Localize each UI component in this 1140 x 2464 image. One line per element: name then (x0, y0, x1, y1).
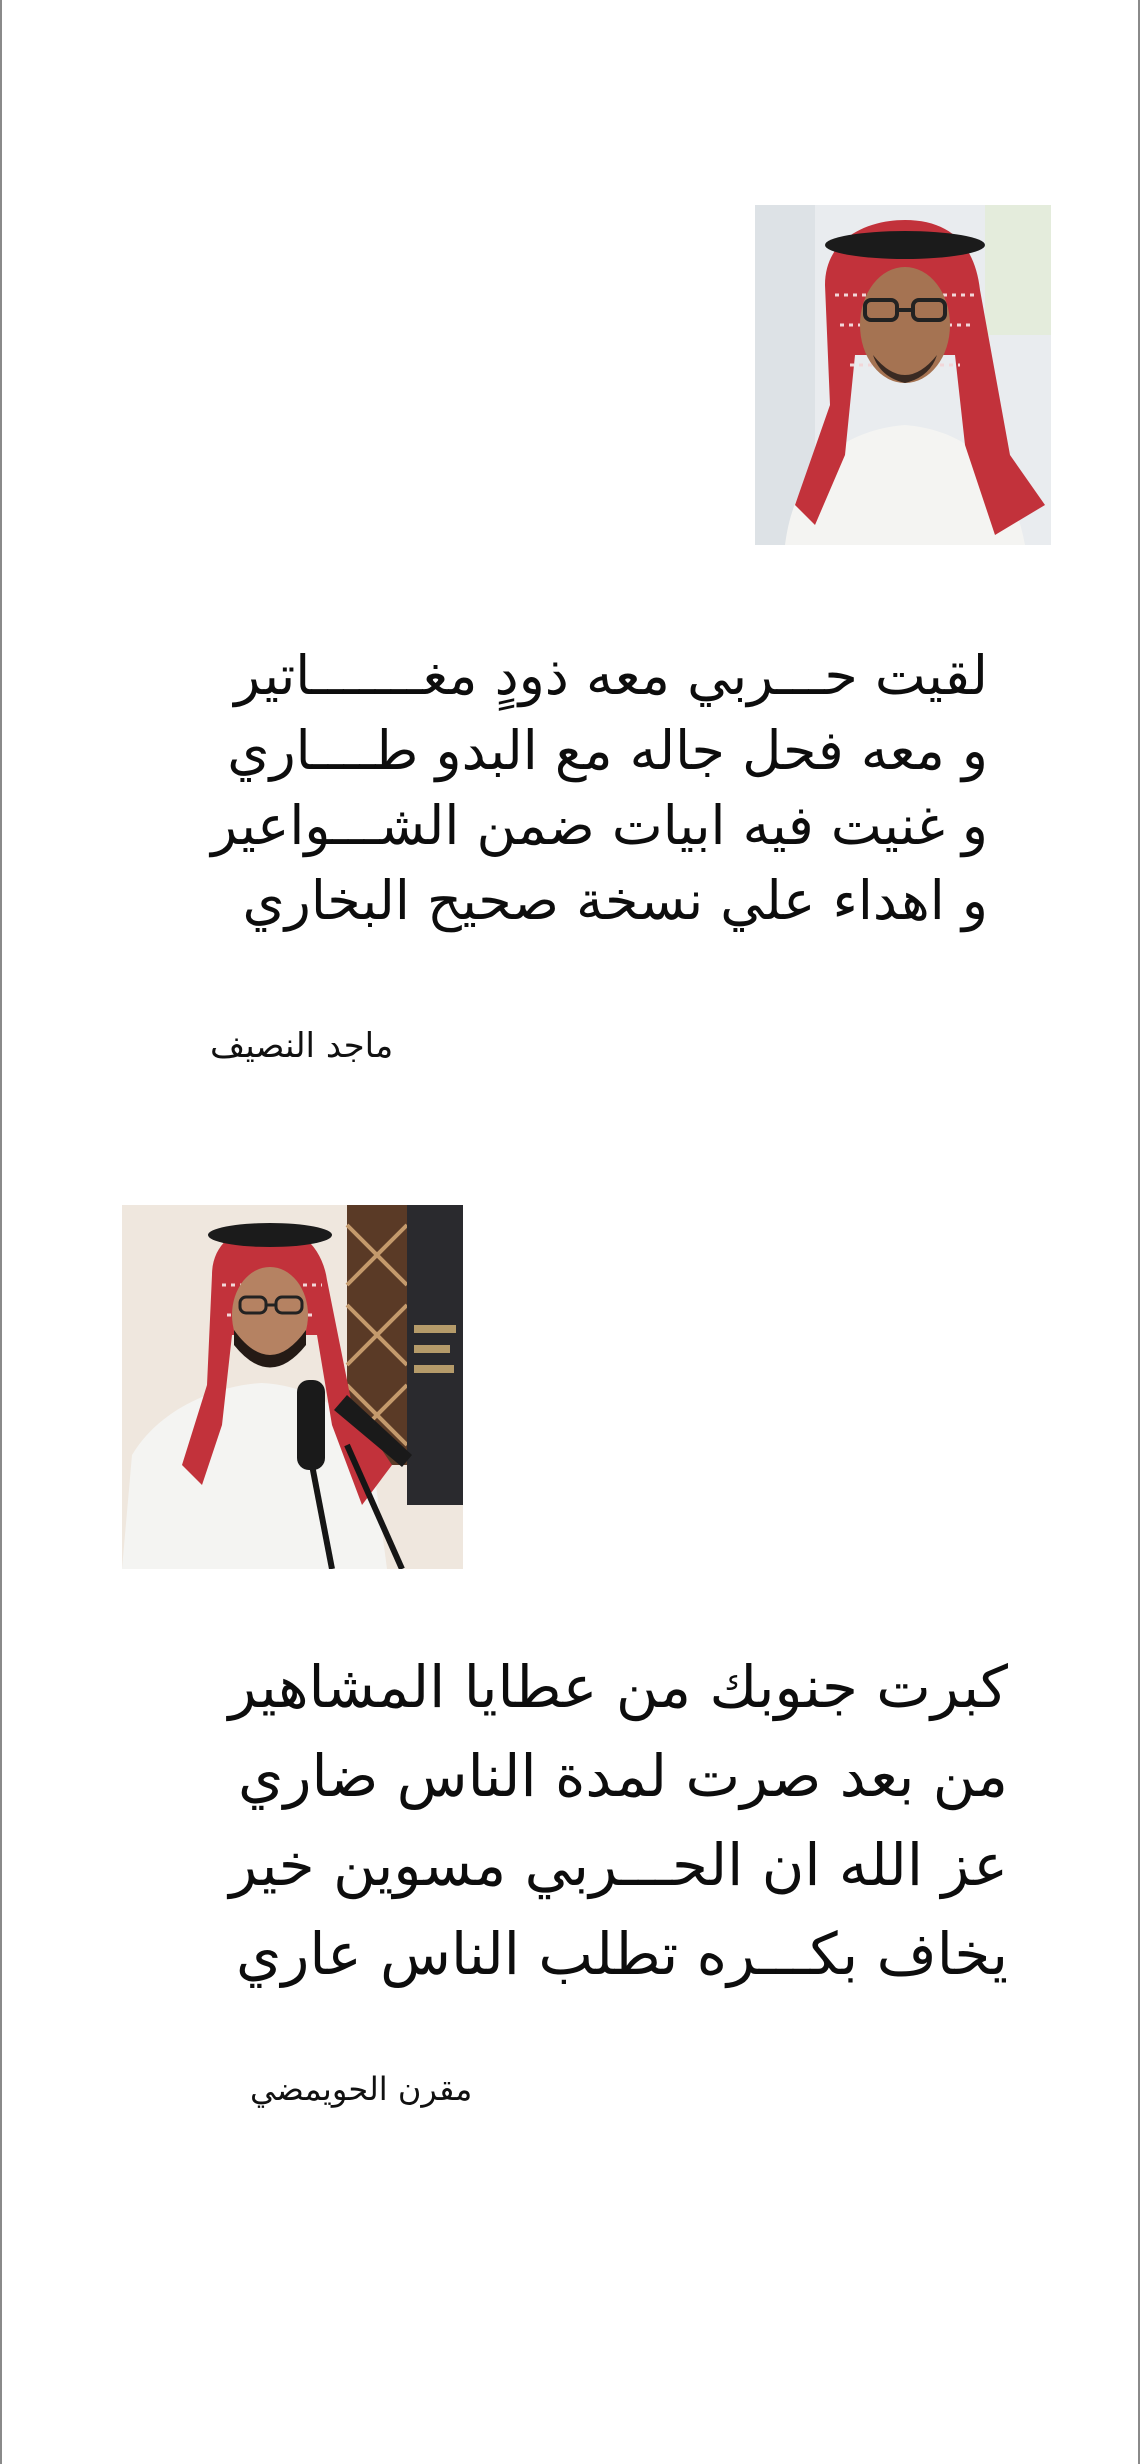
poem-2-line-1: كبرت جنوبك من عطايا المشاهير (228, 1653, 1008, 1721)
poem-2-line-3: عز الله ان الحـــربي مسوين خير (229, 1831, 1008, 1899)
poem-1-line-2: و معه فحل جاله مع البدو طــــاري (227, 719, 988, 782)
poem-2-line-2: من بعد صرت لمدة الناس ضاري (238, 1742, 1008, 1810)
poet-photo-1 (755, 205, 1051, 545)
poem-2 (148, 1643, 1008, 1999)
poem-2-line-4: يخاف بكـــره تطلب الناس عاري (236, 1920, 1008, 1988)
poem-1 (128, 638, 988, 938)
poem-1-line-4: و اهداء علي نسخة صحيح البخاري (242, 869, 988, 932)
poem-1-line-3: و غنيت فيه ابيات ضمن الشـــواعير (211, 794, 988, 857)
poem-1-line-1: لقيت حـــربي معه ذودٍ مغـــــــاتير (234, 644, 988, 707)
poet-photo-2 (122, 1205, 463, 1569)
poem-2-author: مقرن الحويمضي (250, 2070, 473, 2108)
poem-1-author: ماجد النصيف (210, 1026, 394, 1066)
page-left-border (0, 0, 2, 2464)
